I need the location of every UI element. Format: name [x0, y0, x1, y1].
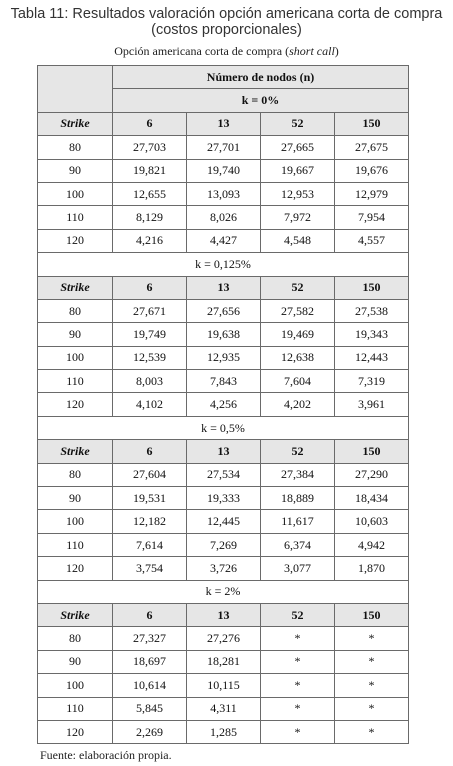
caption-line-1: Tabla 11: Resultados valoración opción americana corta de compra: [10, 6, 443, 22]
value-cell: 12,539: [113, 346, 187, 369]
value-cell: *: [335, 650, 409, 673]
nodes-column-header: 6: [113, 440, 187, 463]
value-cell: 3,961: [335, 393, 409, 416]
strike-cell: 100: [38, 346, 113, 369]
results-table-body: [38, 66, 409, 744]
value-cell: 4,202: [261, 393, 335, 416]
value-cell: 13,093: [187, 182, 261, 205]
nodes-column-header: 52: [261, 603, 335, 626]
value-cell: 27,290: [335, 463, 409, 486]
table-row: [38, 159, 409, 182]
strike-cell: 110: [38, 533, 113, 556]
k-header: k = 0,5%: [38, 416, 409, 439]
strike-cell: 110: [38, 370, 113, 393]
table-row: [38, 136, 409, 159]
nodes-column-header: 13: [187, 112, 261, 135]
value-cell: 27,384: [261, 463, 335, 486]
strike-header: Strike: [38, 276, 113, 299]
value-cell: 12,979: [335, 182, 409, 205]
value-cell: *: [261, 720, 335, 743]
table-row: [38, 206, 409, 229]
value-cell: 12,445: [187, 510, 261, 533]
value-cell: 18,281: [187, 650, 261, 673]
table-row: [38, 229, 409, 252]
strike-header: Strike: [38, 112, 113, 135]
value-cell: 27,534: [187, 463, 261, 486]
value-cell: 12,953: [261, 182, 335, 205]
strike-cell: 80: [38, 299, 113, 322]
strike-cell: 80: [38, 463, 113, 486]
table-row: [38, 346, 409, 369]
caption-line-2: (costos proporcionales): [151, 22, 302, 38]
nodes-header: Número de nodos (n): [113, 66, 409, 89]
value-cell: 4,557: [335, 229, 409, 252]
strike-cell: 90: [38, 159, 113, 182]
value-cell: 27,604: [113, 463, 187, 486]
table-caption: [0, 6, 453, 38]
value-cell: 27,665: [261, 136, 335, 159]
table-row: [38, 697, 409, 720]
strike-cell: 90: [38, 323, 113, 346]
strike-header: Strike: [38, 603, 113, 626]
strike-header: Strike: [38, 440, 113, 463]
value-cell: 19,821: [113, 159, 187, 182]
nodes-column-header: 6: [113, 276, 187, 299]
value-cell: *: [335, 674, 409, 697]
table-subtitle: [0, 44, 453, 59]
value-cell: 19,638: [187, 323, 261, 346]
value-cell: 27,582: [261, 299, 335, 322]
column-header-row: [38, 276, 409, 299]
table-row: [38, 393, 409, 416]
table-row: [38, 674, 409, 697]
nodes-column-header: 52: [261, 112, 335, 135]
source-note: Fuente: elaboración propia.: [40, 748, 172, 762]
value-cell: *: [335, 720, 409, 743]
strike-cell: 100: [38, 674, 113, 697]
value-cell: 4,256: [187, 393, 261, 416]
value-cell: 7,319: [335, 370, 409, 393]
value-cell: 7,843: [187, 370, 261, 393]
value-cell: 1,285: [187, 720, 261, 743]
k-header: k = 0,125%: [38, 253, 409, 276]
nodes-column-header: 52: [261, 276, 335, 299]
k-row: [38, 253, 409, 276]
value-cell: 11,617: [261, 510, 335, 533]
table-row: [38, 510, 409, 533]
value-cell: 12,935: [187, 346, 261, 369]
strike-cell: 100: [38, 182, 113, 205]
table-row: [38, 487, 409, 510]
strike-cell: 90: [38, 487, 113, 510]
value-cell: 27,538: [335, 299, 409, 322]
nodes-column-header: 6: [113, 112, 187, 135]
value-cell: 7,269: [187, 533, 261, 556]
table-row: [38, 463, 409, 486]
table-row: [38, 533, 409, 556]
value-cell: 7,954: [335, 206, 409, 229]
subtitle-italic: short call: [289, 44, 335, 58]
value-cell: 6,374: [261, 533, 335, 556]
k-header: k = 2%: [38, 580, 409, 603]
value-cell: 10,603: [335, 510, 409, 533]
strike-cell: 110: [38, 697, 113, 720]
column-header-row: [38, 603, 409, 626]
table-row: [38, 299, 409, 322]
strike-cell: 120: [38, 557, 113, 580]
value-cell: 18,697: [113, 650, 187, 673]
nodes-column-header: 13: [187, 440, 261, 463]
value-cell: 7,614: [113, 533, 187, 556]
value-cell: 4,942: [335, 533, 409, 556]
value-cell: 12,443: [335, 346, 409, 369]
value-cell: 3,754: [113, 557, 187, 580]
value-cell: 4,427: [187, 229, 261, 252]
column-header-row: [38, 440, 409, 463]
value-cell: 27,703: [113, 136, 187, 159]
value-cell: *: [261, 650, 335, 673]
strike-cell: 80: [38, 136, 113, 159]
table-row: [38, 182, 409, 205]
value-cell: 12,182: [113, 510, 187, 533]
table-row: [38, 557, 409, 580]
value-cell: 19,740: [187, 159, 261, 182]
k-row: [38, 580, 409, 603]
value-cell: 19,469: [261, 323, 335, 346]
value-cell: *: [261, 627, 335, 650]
value-cell: *: [335, 627, 409, 650]
nodes-column-header: 150: [335, 276, 409, 299]
table-row: [38, 720, 409, 743]
value-cell: 1,870: [335, 557, 409, 580]
strike-cell: 120: [38, 720, 113, 743]
value-cell: *: [261, 697, 335, 720]
value-cell: 27,327: [113, 627, 187, 650]
value-cell: 19,667: [261, 159, 335, 182]
strike-cell: 100: [38, 510, 113, 533]
value-cell: *: [335, 697, 409, 720]
column-header-row: [38, 112, 409, 135]
strike-cell: 110: [38, 206, 113, 229]
table-row: [38, 323, 409, 346]
k-header: k = 0%: [113, 89, 409, 112]
value-cell: 19,343: [335, 323, 409, 346]
nodes-column-header: 52: [261, 440, 335, 463]
value-cell: 8,026: [187, 206, 261, 229]
corner-cell: [38, 66, 113, 113]
nodes-column-header: 150: [335, 440, 409, 463]
value-cell: *: [261, 674, 335, 697]
value-cell: 3,726: [187, 557, 261, 580]
table-row: [38, 650, 409, 673]
subtitle-text: Opción americana corta de compra (: [114, 44, 290, 58]
value-cell: 5,845: [113, 697, 187, 720]
strike-cell: 120: [38, 229, 113, 252]
value-cell: 4,102: [113, 393, 187, 416]
value-cell: 2,269: [113, 720, 187, 743]
value-cell: 7,604: [261, 370, 335, 393]
nodes-column-header: 150: [335, 603, 409, 626]
nodes-column-header: 13: [187, 276, 261, 299]
value-cell: 12,655: [113, 182, 187, 205]
value-cell: 18,434: [335, 487, 409, 510]
strike-cell: 90: [38, 650, 113, 673]
value-cell: 4,548: [261, 229, 335, 252]
value-cell: 18,889: [261, 487, 335, 510]
value-cell: 10,614: [113, 674, 187, 697]
value-cell: 27,276: [187, 627, 261, 650]
strike-cell: 80: [38, 627, 113, 650]
value-cell: 19,333: [187, 487, 261, 510]
value-cell: 8,129: [113, 206, 187, 229]
value-cell: 4,216: [113, 229, 187, 252]
value-cell: 19,749: [113, 323, 187, 346]
nodes-column-header: 13: [187, 603, 261, 626]
nodes-column-header: 150: [335, 112, 409, 135]
nodes-column-header: 6: [113, 603, 187, 626]
table-row: [38, 627, 409, 650]
value-cell: 27,701: [187, 136, 261, 159]
value-cell: 10,115: [187, 674, 261, 697]
strike-cell: 120: [38, 393, 113, 416]
results-table: [37, 65, 409, 744]
value-cell: 27,656: [187, 299, 261, 322]
value-cell: 4,311: [187, 697, 261, 720]
value-cell: 3,077: [261, 557, 335, 580]
k-row: [38, 416, 409, 439]
value-cell: 27,671: [113, 299, 187, 322]
subtitle-end: ): [334, 44, 339, 58]
value-cell: 19,531: [113, 487, 187, 510]
value-cell: 19,676: [335, 159, 409, 182]
header-row: [38, 66, 409, 89]
table-row: [38, 370, 409, 393]
value-cell: 8,003: [113, 370, 187, 393]
value-cell: 12,638: [261, 346, 335, 369]
value-cell: 27,675: [335, 136, 409, 159]
value-cell: 7,972: [261, 206, 335, 229]
